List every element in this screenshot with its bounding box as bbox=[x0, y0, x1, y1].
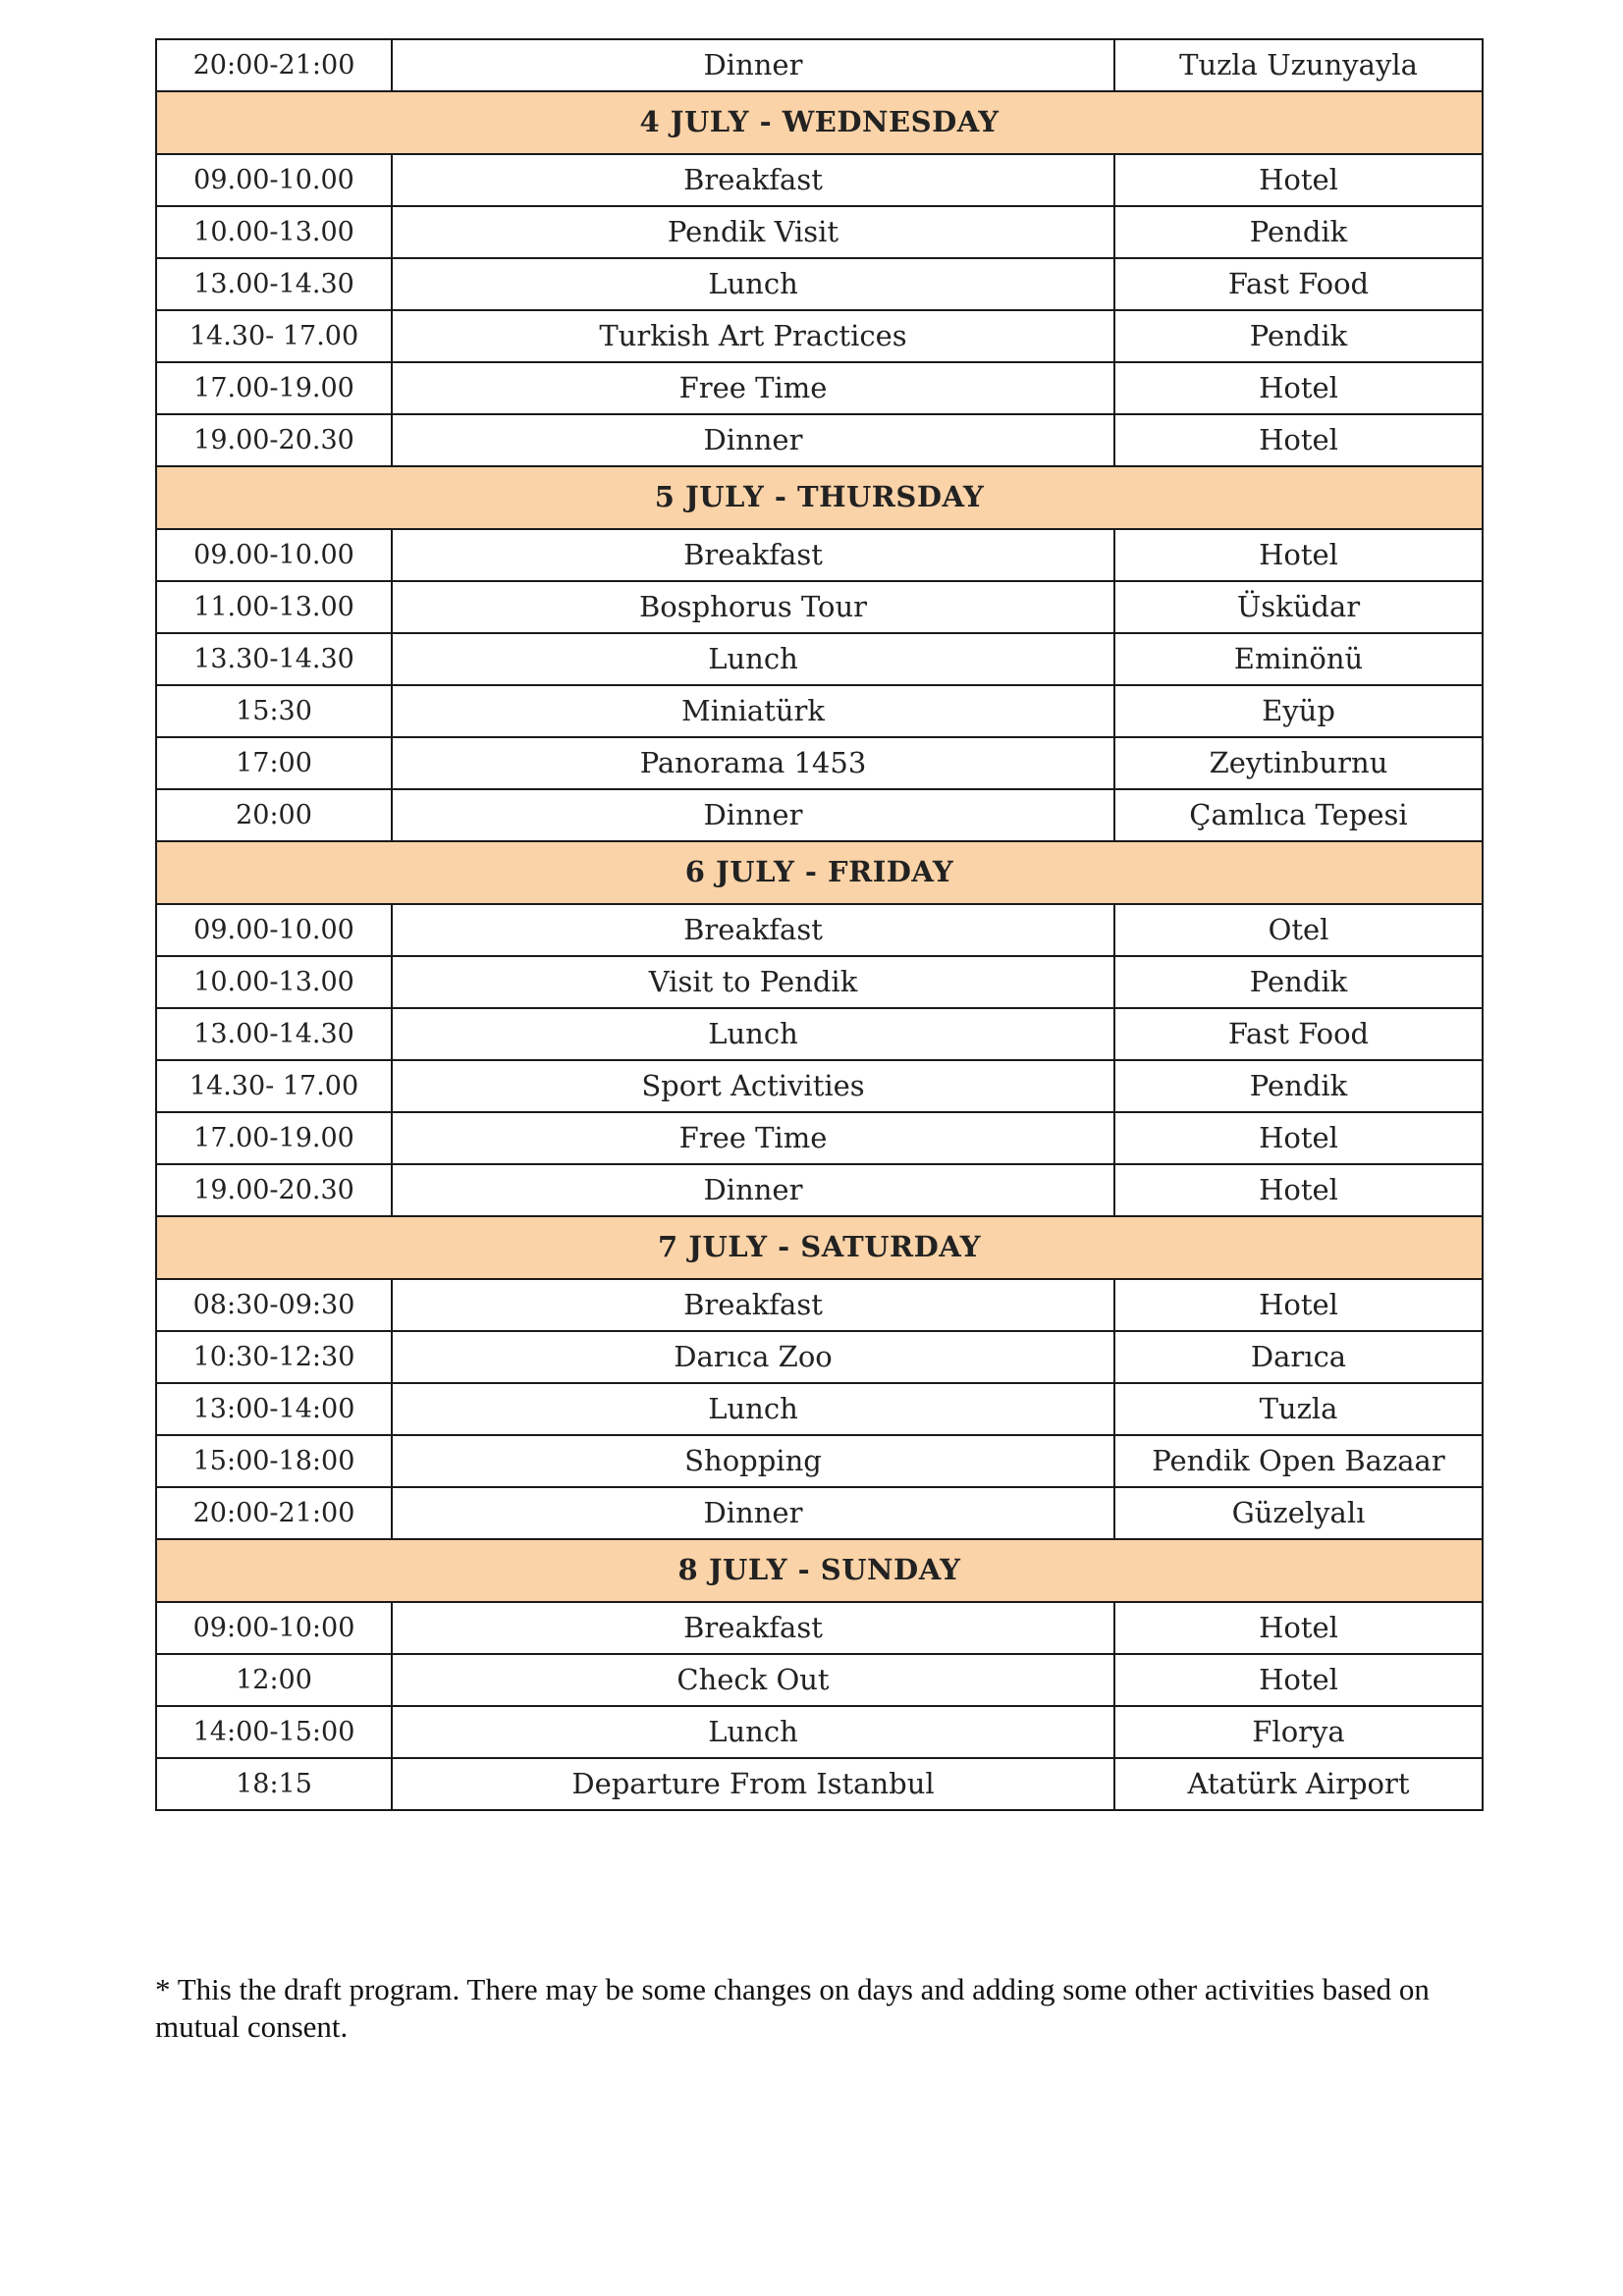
time-cell: 13.00-14.30 bbox=[156, 258, 392, 310]
activity-cell: Dinner bbox=[392, 414, 1114, 466]
day-title: 6 JULY - FRIDAY bbox=[156, 841, 1483, 904]
schedule-row bbox=[156, 258, 1483, 310]
time-cell: 19.00-20.30 bbox=[156, 1164, 392, 1216]
schedule-row bbox=[156, 1279, 1483, 1331]
schedule-row bbox=[156, 206, 1483, 258]
schedule-row bbox=[156, 633, 1483, 685]
activity-cell: Lunch bbox=[392, 258, 1114, 310]
schedule-table bbox=[155, 38, 1484, 1811]
schedule-row bbox=[156, 310, 1483, 362]
time-cell: 20:00-21:00 bbox=[156, 39, 392, 91]
location-cell: Hotel bbox=[1114, 529, 1483, 581]
time-cell: 17.00-19.00 bbox=[156, 1112, 392, 1164]
activity-cell: Check Out bbox=[392, 1654, 1114, 1706]
location-cell: Atatürk Airport bbox=[1114, 1758, 1483, 1810]
location-cell: Tuzla Uzunyayla bbox=[1114, 39, 1483, 91]
time-cell: 14.30- 17.00 bbox=[156, 310, 392, 362]
activity-cell: Shopping bbox=[392, 1435, 1114, 1487]
location-cell: Pendik bbox=[1114, 956, 1483, 1008]
day-header-row bbox=[156, 91, 1483, 154]
activity-cell: Dinner bbox=[392, 39, 1114, 91]
schedule-row bbox=[156, 1008, 1483, 1060]
schedule-row bbox=[156, 1383, 1483, 1435]
day-title: 7 JULY - SATURDAY bbox=[156, 1216, 1483, 1279]
time-cell: 12:00 bbox=[156, 1654, 392, 1706]
day-title: 5 JULY - THURSDAY bbox=[156, 466, 1483, 529]
time-cell: 17.00-19.00 bbox=[156, 362, 392, 414]
activity-cell: Free Time bbox=[392, 362, 1114, 414]
schedule-row bbox=[156, 154, 1483, 206]
time-cell: 13.00-14.30 bbox=[156, 1008, 392, 1060]
footnote: * This the draft program. There may be some changes on days and adding some other activities based on mutual consent. bbox=[155, 1972, 1430, 2044]
activity-cell: Departure From Istanbul bbox=[392, 1758, 1114, 1810]
day-title: 4 JULY - WEDNESDAY bbox=[156, 91, 1483, 154]
schedule-row bbox=[156, 1758, 1483, 1810]
activity-cell: Dinner bbox=[392, 1164, 1114, 1216]
activity-cell: Breakfast bbox=[392, 904, 1114, 956]
location-cell: Hotel bbox=[1114, 414, 1483, 466]
day-header-row bbox=[156, 466, 1483, 529]
time-cell: 10.00-13.00 bbox=[156, 206, 392, 258]
day-header-row bbox=[156, 1539, 1483, 1602]
location-cell: Hotel bbox=[1114, 1602, 1483, 1654]
schedule-row bbox=[156, 1435, 1483, 1487]
activity-cell: Pendik Visit bbox=[392, 206, 1114, 258]
activity-cell: Breakfast bbox=[392, 154, 1114, 206]
schedule-row bbox=[156, 956, 1483, 1008]
activity-cell: Turkish Art Practices bbox=[392, 310, 1114, 362]
schedule-row bbox=[156, 1487, 1483, 1539]
location-cell: Hotel bbox=[1114, 1164, 1483, 1216]
time-cell: 15:30 bbox=[156, 685, 392, 737]
schedule-row bbox=[156, 1654, 1483, 1706]
day-title: 8 JULY - SUNDAY bbox=[156, 1539, 1483, 1602]
time-cell: 20:00 bbox=[156, 789, 392, 841]
activity-cell: Bosphorus Tour bbox=[392, 581, 1114, 633]
schedule-row bbox=[156, 904, 1483, 956]
time-cell: 18:15 bbox=[156, 1758, 392, 1810]
activity-cell: Breakfast bbox=[392, 1602, 1114, 1654]
location-cell: Güzelyalı bbox=[1114, 1487, 1483, 1539]
location-cell: Eyüp bbox=[1114, 685, 1483, 737]
time-cell: 14:00-15:00 bbox=[156, 1706, 392, 1758]
schedule-row bbox=[156, 1164, 1483, 1216]
schedule-body bbox=[156, 39, 1483, 1810]
activity-cell: Free Time bbox=[392, 1112, 1114, 1164]
activity-cell: Miniatürk bbox=[392, 685, 1114, 737]
schedule-row bbox=[156, 414, 1483, 466]
location-cell: Zeytinburnu bbox=[1114, 737, 1483, 789]
schedule-row bbox=[156, 737, 1483, 789]
activity-cell: Breakfast bbox=[392, 529, 1114, 581]
location-cell: Otel bbox=[1114, 904, 1483, 956]
location-cell: Pendik bbox=[1114, 206, 1483, 258]
location-cell: Hotel bbox=[1114, 154, 1483, 206]
time-cell: 10:30-12:30 bbox=[156, 1331, 392, 1383]
location-cell: Hotel bbox=[1114, 362, 1483, 414]
location-cell: Hotel bbox=[1114, 1654, 1483, 1706]
time-cell: 14.30- 17.00 bbox=[156, 1060, 392, 1112]
activity-cell: Visit to Pendik bbox=[392, 956, 1114, 1008]
time-cell: 11.00-13.00 bbox=[156, 581, 392, 633]
activity-cell: Lunch bbox=[392, 1706, 1114, 1758]
location-cell: Pendik Open Bazaar bbox=[1114, 1435, 1483, 1487]
day-header-row bbox=[156, 1216, 1483, 1279]
location-cell: Pendik bbox=[1114, 1060, 1483, 1112]
time-cell: 09.00-10.00 bbox=[156, 154, 392, 206]
activity-cell: Lunch bbox=[392, 1383, 1114, 1435]
activity-cell: Panorama 1453 bbox=[392, 737, 1114, 789]
day-header-row bbox=[156, 841, 1483, 904]
activity-cell: Lunch bbox=[392, 633, 1114, 685]
location-cell: Hotel bbox=[1114, 1279, 1483, 1331]
location-cell: Eminönü bbox=[1114, 633, 1483, 685]
schedule-row bbox=[156, 529, 1483, 581]
time-cell: 13:00-14:00 bbox=[156, 1383, 392, 1435]
schedule-row bbox=[156, 1602, 1483, 1654]
schedule-row bbox=[156, 1112, 1483, 1164]
location-cell: Darıca bbox=[1114, 1331, 1483, 1383]
location-cell: Fast Food bbox=[1114, 1008, 1483, 1060]
location-cell: Üsküdar bbox=[1114, 581, 1483, 633]
schedule-row bbox=[156, 789, 1483, 841]
activity-cell: Lunch bbox=[392, 1008, 1114, 1060]
time-cell: 20:00-21:00 bbox=[156, 1487, 392, 1539]
time-cell: 13.30-14.30 bbox=[156, 633, 392, 685]
schedule-row bbox=[156, 581, 1483, 633]
location-cell: Fast Food bbox=[1114, 258, 1483, 310]
schedule-row bbox=[156, 1706, 1483, 1758]
activity-cell: Dinner bbox=[392, 1487, 1114, 1539]
time-cell: 09:00-10:00 bbox=[156, 1602, 392, 1654]
location-cell: Çamlıca Tepesi bbox=[1114, 789, 1483, 841]
time-cell: 08:30-09:30 bbox=[156, 1279, 392, 1331]
time-cell: 09.00-10.00 bbox=[156, 904, 392, 956]
schedule-row bbox=[156, 685, 1483, 737]
activity-cell: Darıca Zoo bbox=[392, 1331, 1114, 1383]
schedule-row bbox=[156, 1060, 1483, 1112]
activity-cell: Dinner bbox=[392, 789, 1114, 841]
schedule-row bbox=[156, 1331, 1483, 1383]
time-cell: 15:00-18:00 bbox=[156, 1435, 392, 1487]
location-cell: Hotel bbox=[1114, 1112, 1483, 1164]
location-cell: Florya bbox=[1114, 1706, 1483, 1758]
location-cell: Tuzla bbox=[1114, 1383, 1483, 1435]
time-cell: 17:00 bbox=[156, 737, 392, 789]
location-cell: Pendik bbox=[1114, 310, 1483, 362]
schedule-row bbox=[156, 362, 1483, 414]
activity-cell: Sport Activities bbox=[392, 1060, 1114, 1112]
time-cell: 09.00-10.00 bbox=[156, 529, 392, 581]
time-cell: 10.00-13.00 bbox=[156, 956, 392, 1008]
time-cell: 19.00-20.30 bbox=[156, 414, 392, 466]
activity-cell: Breakfast bbox=[392, 1279, 1114, 1331]
schedule-row bbox=[156, 39, 1483, 91]
